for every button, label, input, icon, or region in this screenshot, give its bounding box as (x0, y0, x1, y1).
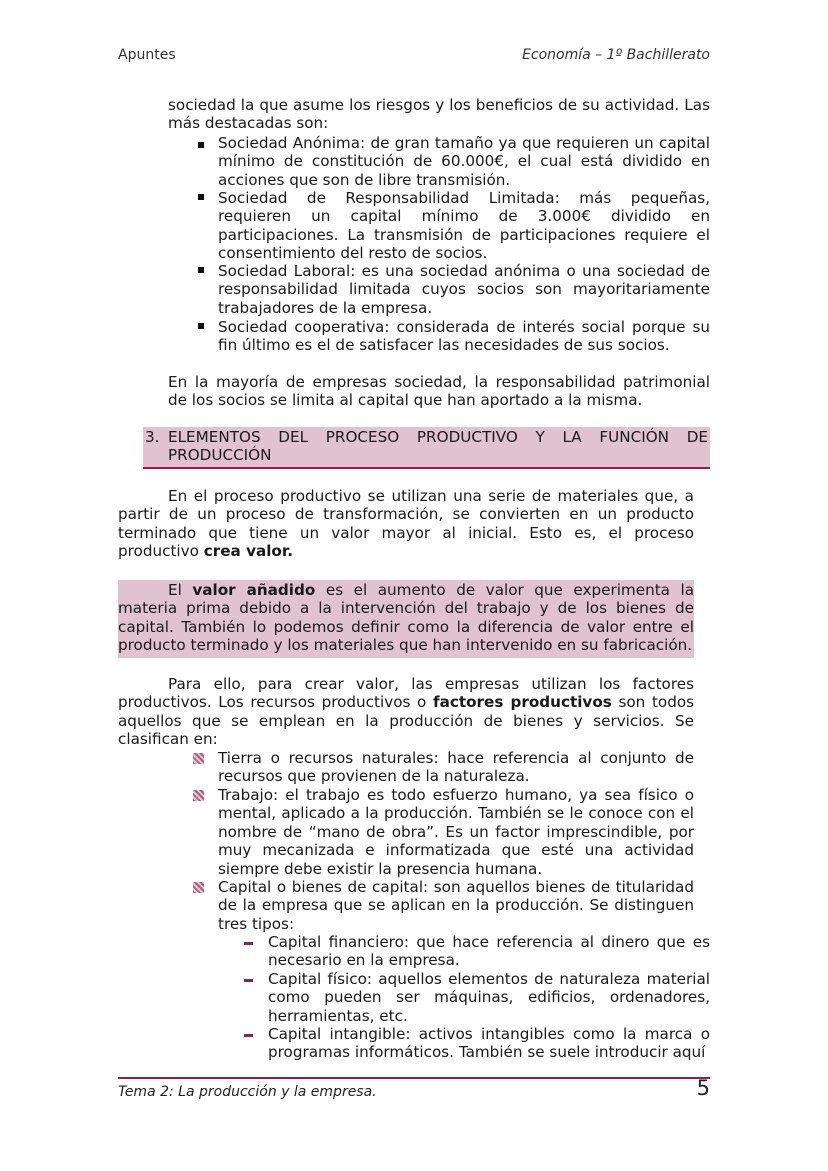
valor-anadido-text: es el aumento de valor que experimenta la materia prima debido a la intervención del trabajo y de los bienes de capital. También lo podemos definir como la diferencia de valor entre el producto terminado y los materiales que han intervenido en su fabricación. (118, 581, 695, 655)
bullet-sociedad-cooperativa: Sociedad cooperativa: considerada de interés social porque su fin último es el de satisfacer las necesidades de sus socios. (218, 318, 710, 355)
section-heading (143, 427, 710, 469)
footer-left: Tema 2: La producción y la empresa. (118, 1084, 377, 1100)
pink-bullet-icon (193, 882, 204, 893)
bullet-sociedad-anonima: Sociedad Anónima: de gran tamaño ya que requieren un capital mínimo de constitución de 60.000€, el cual está dividido en acciones que son de libre transmisión. (218, 134, 710, 189)
bullet-square-icon (198, 142, 204, 148)
factor-tierra: Tierra o recursos naturales: hace referencia al conjunto de recursos que provienen de la naturaleza. (218, 749, 694, 786)
header-right: Economía – 1º Bachillerato (522, 47, 710, 63)
footer-divider (118, 1077, 710, 1079)
page-number: 5 (696, 1076, 710, 1100)
bullet-square-icon (198, 267, 204, 273)
paragraph-factores (118, 675, 694, 749)
paragraph-proceso (118, 487, 694, 561)
crea-valor-bold: crea valor. (203, 542, 293, 561)
dash-bullet-icon (244, 942, 253, 945)
capital-financiero: Capital financiero: que hace referencia al dinero que es necesario en la empresa. (268, 933, 710, 970)
paragraph-valor-anadido (118, 581, 694, 655)
pink-bullet-icon (193, 790, 204, 801)
paragraph-proceso-text: En el proceso productivo se utilizan una serie de materiales que, a partir de un proceso de transformación, se convierten en un producto terminado que tiene un valor mayor al inicial. Esto es, el proceso productivo (118, 487, 694, 561)
dash-bullet-icon (244, 1034, 253, 1037)
pink-bullet-icon (193, 753, 204, 764)
factores-pre: Para ello, para crear valor, las empresas utilizan los factores productivos. Los recursos productivos o (118, 675, 694, 712)
bullet-square-icon (198, 194, 204, 200)
valor-anadido-pre: El (168, 581, 182, 599)
intro-text: sociedad la que asume los riesgos y los beneficios de su actividad. Las más destacadas son: (168, 96, 710, 133)
dash-bullet-icon (244, 979, 253, 982)
header-left: Apuntes (118, 47, 176, 63)
factores-bold: factores productivos (433, 693, 612, 712)
bullet-sociedad-laboral: Sociedad Laboral: es una sociedad anónima o una sociedad de responsabilidad limitada cuyos socios son mayoritariamente trabajadores de la empresa. (218, 262, 710, 317)
bullet-sociedad-limitada: Sociedad de Responsabilidad Limitada: más pequeñas, requieren un capital mínimo de 3.000€ dividido en participaciones. La transmisión de participaciones requiere el consentimiento del resto de socios. (218, 189, 710, 263)
factores-post: son todos aquellos que se emplean en la producción de bienes y servicios. Se clasifican en: (118, 693, 695, 749)
section-number: 3. (145, 428, 160, 446)
section-title: ELEMENTOS DEL PROCESO PRODUCTIVO Y LA FUNCIÓN DE PRODUCCIÓN (168, 428, 708, 465)
valor-anadido-bold: valor añadido (192, 581, 316, 599)
capital-intangible: Capital intangible: activos intangibles como la marca o programas informáticos. También se suele introducir aquí (268, 1025, 710, 1062)
factor-trabajo: Trabajo: el trabajo es todo esfuerzo humano, ya sea físico o mental, aplicado a la producción. También se le conoce con el nombre de “mano de obra”. Es un factor imprescindible, por muy mecanizada e informatizada que esté una actividad siempre debe existir la presencia humana. (218, 786, 694, 878)
bullet-square-icon (198, 323, 204, 329)
intro-closing: En la mayoría de empresas sociedad, la responsabilidad patrimonial de los socios se limita al capital que han aportado a la misma. (168, 373, 710, 410)
capital-fisico: Capital físico: aquellos elementos de naturaleza material como pueden ser máquinas, edificios, ordenadores, herramientas, etc. (268, 970, 710, 1025)
factor-capital: Capital o bienes de capital: son aquellos bienes de titularidad de la empresa que se aplican en la producción. Se distinguen tres tipos: (218, 878, 694, 933)
